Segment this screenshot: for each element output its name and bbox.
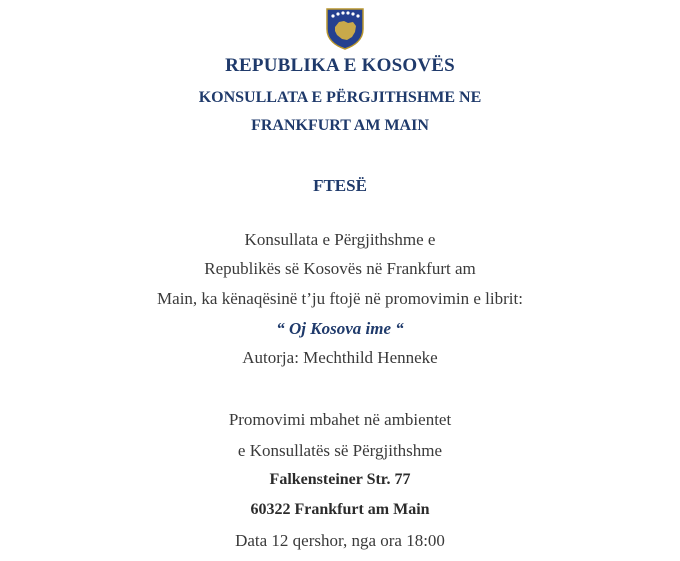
book-author: Autorja: Mechthild Henneke (242, 348, 438, 367)
venue-line1: Promovimi mbahet në ambientet (228, 410, 452, 429)
event-date: Data 12 qershor, nga ora 18:00 (235, 531, 445, 550)
venue-line2: e Konsullatës së Përgjithshme (237, 441, 443, 460)
venue-city: 60322 Frankfurt am Main (250, 501, 430, 518)
country-heading: REPUBLIKA E KOSOVËS (225, 55, 455, 76)
venue-street: Falkensteiner Str. 77 (269, 471, 411, 488)
kosovo-coat-of-arms-icon (322, 5, 368, 51)
consulate-heading-line1: KONSULLATA E PËRGJITHSHME NE (198, 89, 482, 106)
book-title: “ Oj Kosova ime “ (276, 319, 404, 338)
invitation-title: FTESË (313, 176, 367, 195)
invitation-body-line3: Main, ka kënaqësinë t’ju ftojë në promovimin e librit: (157, 289, 523, 308)
invitation-body-line2: Republikës së Kosovës në Frankfurt am (204, 259, 476, 278)
consulate-heading-line2: FRANKFURT AM MAIN (251, 117, 429, 134)
invitation-body-line1: Konsullata e Përgjithshme e (244, 230, 436, 249)
